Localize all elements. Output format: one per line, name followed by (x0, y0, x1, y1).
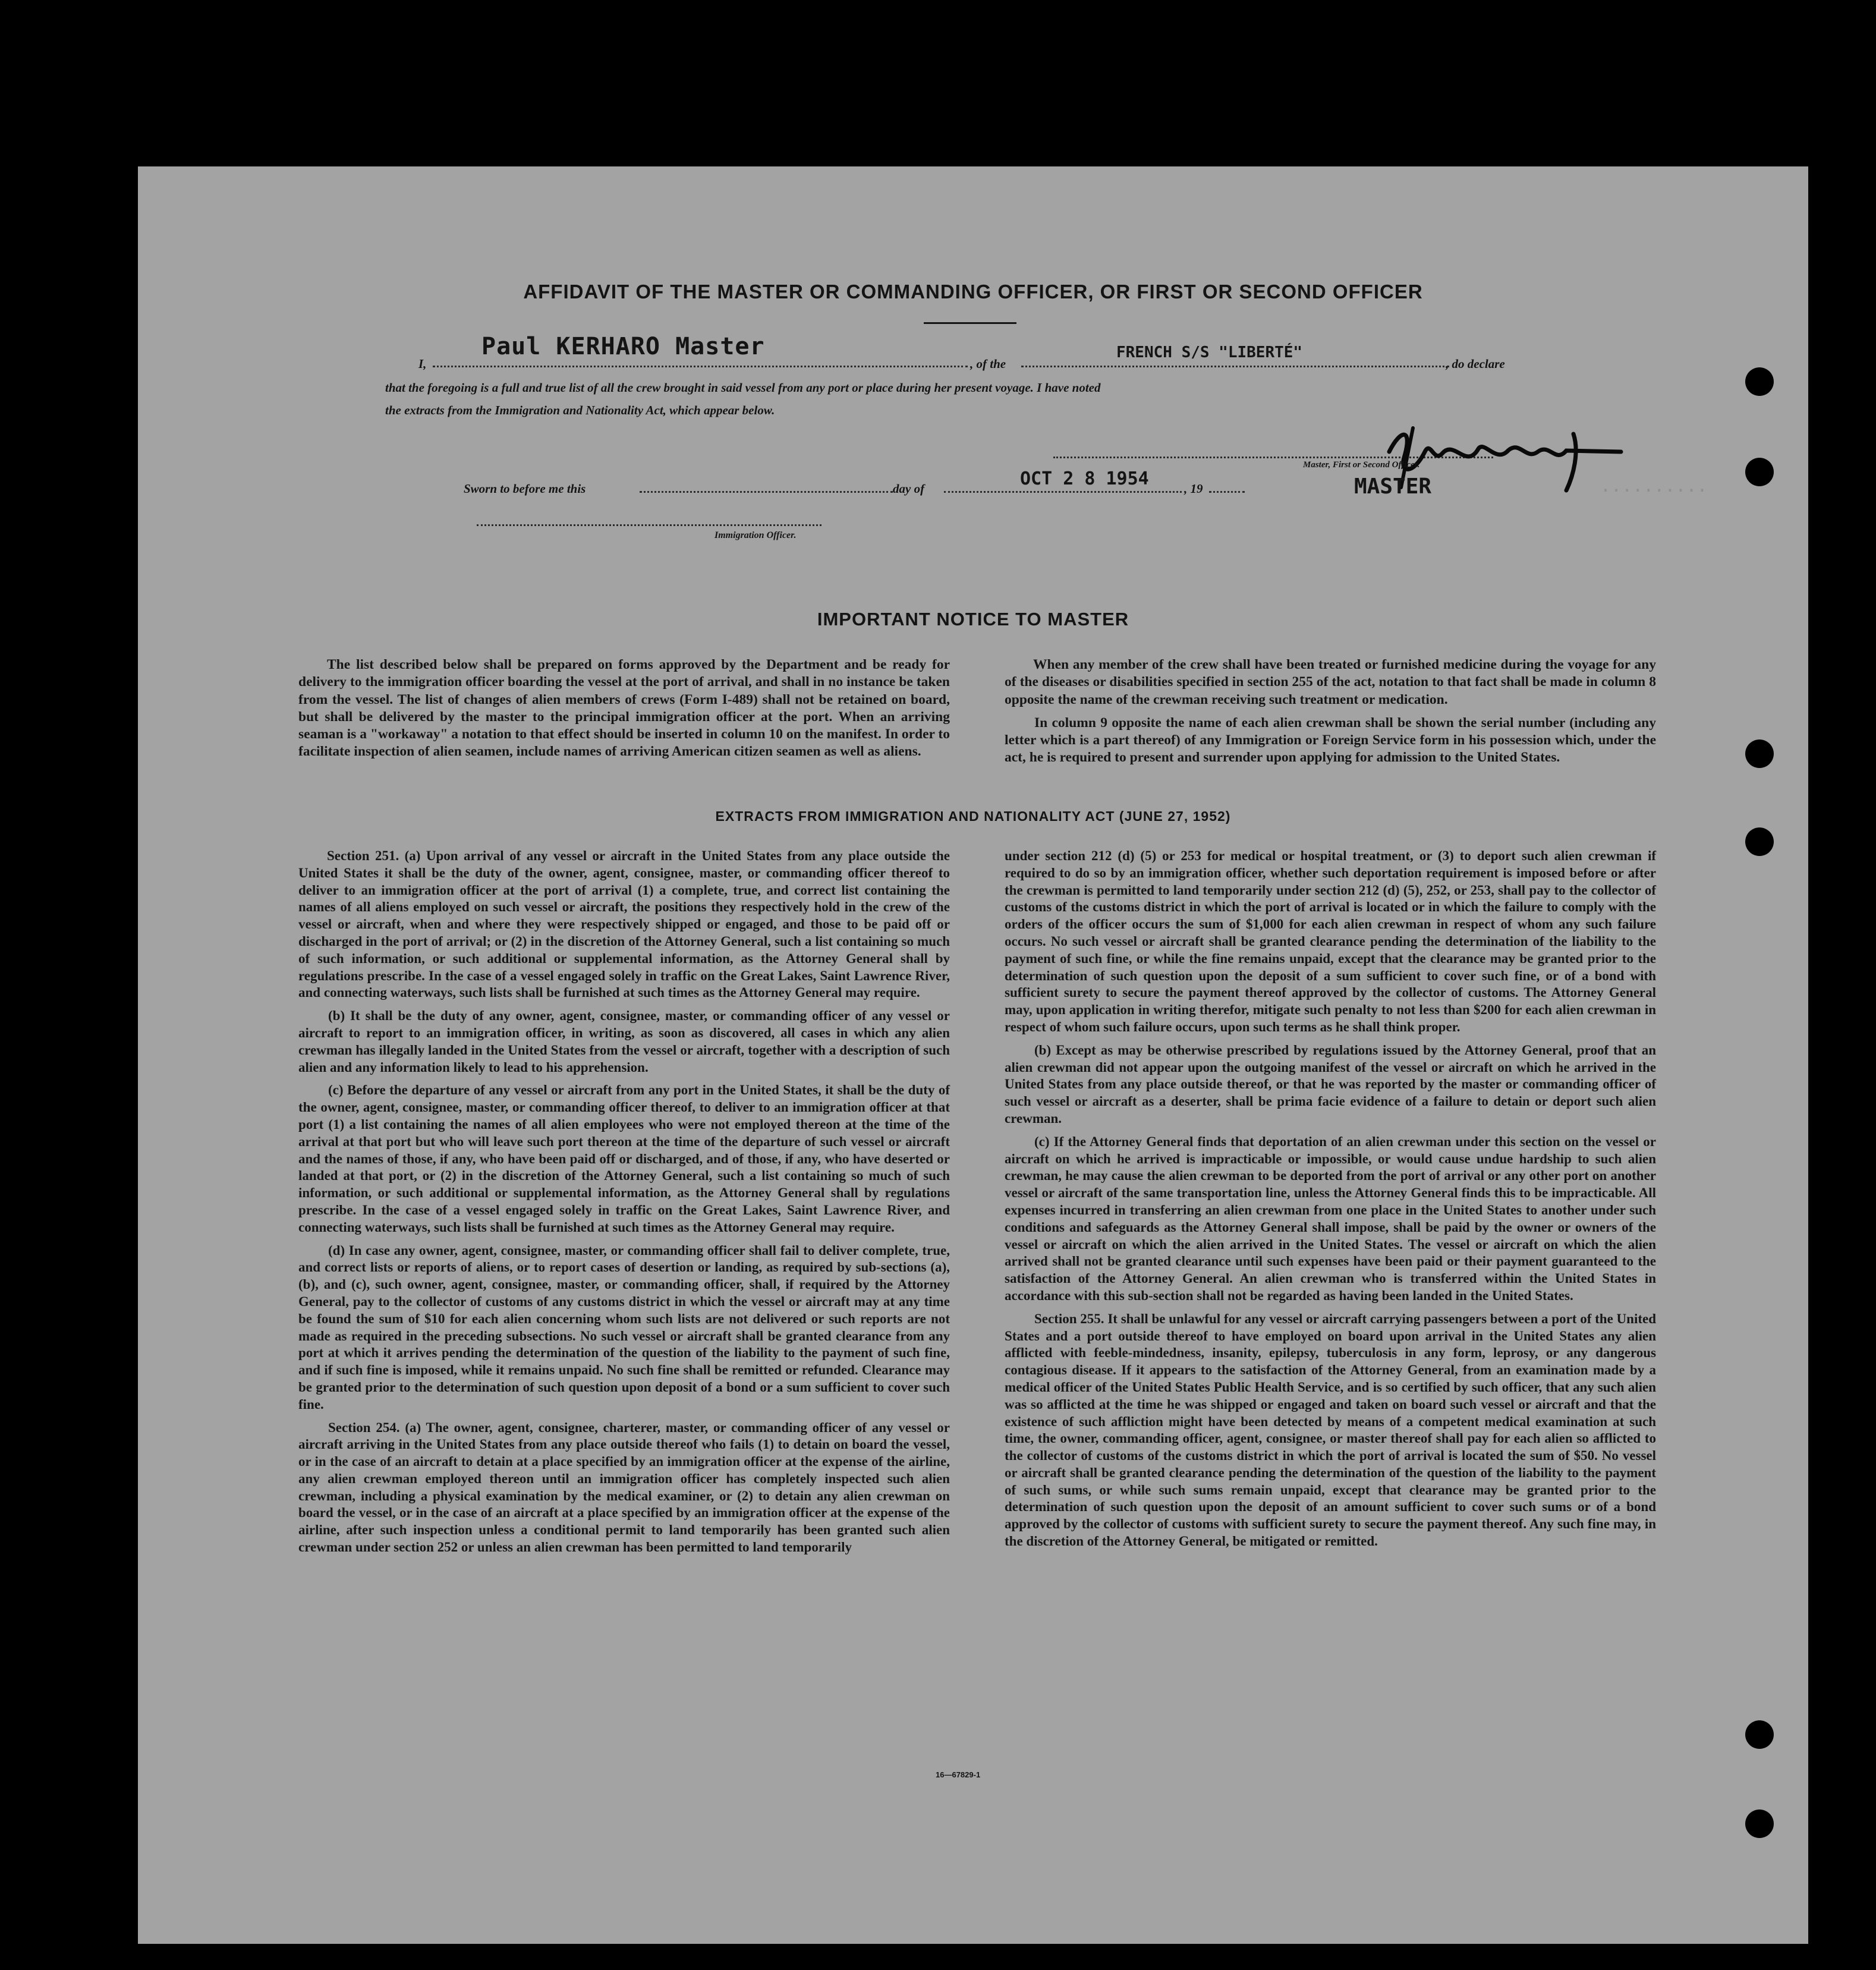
section-254-b: (b) Except as may be otherwise prescribed by regulations issued by the Attorney General, proof that an alien crewman did not appear upon the outgoing manifest of the vessel or aircraft on which he arrived in the United States from any place outside thereof, or that he was reported by the master or commanding officer of such vessel or aircraft as a deserter, shall be prima facie evidence of a failure to detain or deport such alien crewman. (1005, 1042, 1656, 1126)
bleed-through-text: .......... (1600, 476, 1708, 496)
sworn-month-line (944, 491, 1182, 493)
notice-right-column (1005, 656, 1656, 767)
section-251-c: (c) Before the departure of any vessel or aircraft from any port in the United States, it shall be the duty of the owner, agent, consignee, master, or commanding officer thereof, to deliver to an immigration officer at that port (1) a list containing the names of all alien employees who were not employed thereon at the time of the arrival at that port but who will leave such port thereon at the time of the departure of such vessel or aircraft and the names of those, if any, who have been paid off or discharged, and of those, if any, who have deserted or landed at that port, or (2) in the discretion of the Attorney General, such a list containing so much of such information, or such additional or supplemental information, as the Attorney General shall by regulations prescribe. In the case of a vessel engaged solely in traffic on the Great Lakes, Saint Lawrence River, and connecting waterways, such lists shall be furnished at such times as the Attorney General may require. (298, 1082, 950, 1235)
sworn-year-line (1209, 491, 1245, 493)
section-251-a: Section 251. (a) Upon arrival of any vessel or aircraft in the United States from any place outside the United States it shall be the duty of the owner, agent, consignee, master, or commanding officer thereof to deliver to an immigration officer at the port of arrival (1) a complete, true, and correct list containing the names of all aliens employed on such vessel or aircraft, the positions they respectively hold in the crew of the vessel or aircraft, when and where they were respectively shipped or engaged, and those to be paid off or discharged in the port of arrival; or (2) in the discretion of the Attorney General, such a list containing so much of such information, or such additional or supplemental information, as the Attorney General shall by regulations prescribe. In the case of a vessel engaged solely in traffic on the Great Lakes, Saint Lawrence River, and connecting waterways, such lists shall be furnished at such times as the Attorney General may require. (298, 848, 950, 1000)
of-the-label: , of the (970, 357, 1006, 371)
title-rule (924, 322, 1016, 324)
officer-caption: Immigration Officer. (714, 530, 797, 540)
section-254-a-cont: under section 212 (d) (5) or 253 for medical or hospital treatment, or (3) to deport such alien crewman if required to do so by an immigration officer, whether such deportation requirement is imposed before or after the crewman is permitted to land temporarily under section 212 (d) (5), 252, or 253, shall pay to the collector of customs of the customs district in which the port of arrival is located or in which the failure to comply with the orders of the officer occurs the sum of $1,000 for each alien crewman in respect of whom any such failure occurs. No such vessel or aircraft shall be granted clearance pending the determination of the liability to the payment of such fine, or while the fine remains unpaid, except that the clearance may be granted prior to the determination of such question upon the deposit of a sum sufficient to cover such fine, or of a bond with sufficient surety to secure the payment thereof approved by the collector of customs. The Attorney General may, upon application in writing therefor, mitigate such penalty to not less than $200 for each alien crewman in respect of whom such failure occurs, upon such terms as he shall think proper. (1005, 848, 1656, 1034)
declarant-name: Paul KERHARO Master (481, 333, 765, 360)
punch-hole (1745, 458, 1774, 486)
officer-line (477, 524, 821, 526)
i-label: I, (418, 357, 427, 371)
sworn-label: Sworn to before me this (464, 482, 586, 496)
notice-left-paragraph: The list described below shall be prepared on forms approved by the Department and be ready for delivery to the immigration officer boarding the vessel at the port of arrival, and shall in no instance be taken from the vessel. The list of changes of alien members of crews (Form I-489) shall not be retained on board, but shall be delivered by the master to the principal immigration officer at the port. When an arriving seaman is a "workaway" a notation to that effect should be inserted in column 10 on the manifest. In order to facilitate inspection of alien seamen, include names of arriving American citizen seamen as well as aliens. (298, 657, 950, 760)
section-255: Section 255. It shall be unlawful for any vessel or aircraft carrying passengers between a port of the United States and a port outside thereof to have employed on board upon arrival in the United States any alien afflicted with feeble-mindedness, insanity, epilepsy, tuberculosis in any form, leprosy, or any dangerous contagious disease. If it appears to the satisfaction of the Attorney General, from an examination made by a medical officer of the United States Public Health Service, and is so certified by such officer, that any such alien was so afflicted at the time he was shipped or engaged and taken on board such vessel or aircraft and that the existence of such affliction might have been detected by means of a competent medical examination at such time, the owner, commanding officer, agent, consignee, or master thereof shall pay for each alien so afflicted to the collector of customs of the customs district in which the port of arrival is located the sum of $50. No vessel or aircraft shall be granted clearance pending the determination of the question of the liability to the payment of such sums, or while such sums remain unpaid, except that clearance may be granted prior to the determination of such question upon the deposit of an amount sufficient to cover such sums or of a bond approved by the collector of customs with sufficient surety to secure the payment thereof. Any such fine may, in the discretion of the Attorney General, be mitigated or remitted. (1005, 1311, 1656, 1549)
notice-right-paragraph-2: In column 9 opposite the name of each alien crewman shall be shown the serial number (including any letter which is a part thereof) of any Immigration or Foreign Service form in his possession which, under the act, he is required to present and surrender upon applying for admission to the United States. (1005, 715, 1656, 766)
punch-hole (1745, 739, 1774, 768)
punch-hole (1745, 827, 1774, 856)
section-254-a: Section 254. (a) The owner, agent, consignee, charterer, master, or commanding officer of any vessel or aircraft arriving in the United States from any place outside thereof who fails (1) to detain on board the vessel, or in the case of an aircraft to detain at a place specified by an immigration officer at the expense of the airline, any alien crewman employed thereon until an immigration officer has completely inspected such alien crewman, including a physical examination by the medical examiner, or (2) to detain any alien crewman on board the vessel, or in the case of an aircraft at a place specified by an immigration officer at the expense of the airline, after such inspection unless a conditional permit to land temporarily has been granted such alien crewman under section 252 or unless an alien crewman has been permitted to land temporarily (298, 1420, 950, 1555)
notice-right-paragraph-1: When any member of the crew shall have been treated or furnished medicine during the voyage for any of the diseases or disabilities specified in section 255 of the act, notation to that fact shall be made in column 8 opposite the name of the crewman receiving such treatment or medication. (1005, 657, 1656, 707)
form-number: 16—67829-1 (936, 1770, 981, 1779)
notice-left-column (298, 656, 950, 767)
affidavit-title: AFFIDAVIT OF THE MASTER OR COMMANDING OFFICER, OR FIRST OR SECOND OFFICER (523, 281, 1423, 303)
punch-hole (1745, 1720, 1774, 1749)
notice-title: IMPORTANT NOTICE TO MASTER (817, 609, 1129, 630)
signature-title: MASTER (1354, 474, 1432, 499)
punch-hole (1745, 1809, 1774, 1838)
section-251-b: (b) It shall be the duty of any owner, agent, consignee, master, or commanding officer of any vessel or aircraft to report to an immigration officer, in writing, as soon as discovered, all cases in which any alien crewman has illegally landed in the United States from the vessel or aircraft, together with a description of such alien and any information likely to lead to his apprehension. (298, 1008, 950, 1075)
signature-caption: Master, First or Second Officer. (1303, 460, 1420, 470)
extracts-left-column (298, 848, 950, 1562)
declaration-line-2: the extracts from the Immigration and Nationality Act, which appear below. (385, 403, 775, 417)
extracts-right-column (1005, 848, 1656, 1556)
year-label: , 19 (1184, 482, 1203, 496)
section-254-c: (c) If the Attorney General finds that deportation of an alien crewman under this section on the vessel or aircraft on which he arrived is impracticable or impossible, or would cause undue hardship to such alien crewman, he may cause the alien crewman to be deported from the port of arrival or any other port on another vessel or aircraft of the same transportation line, unless the Attorney General finds this to be impracticable. All expenses incurred in transferring an alien crewman from one place in the United States to another under such conditions and safeguards as the Attorney General shall impose, shall be paid by the owner or owners of the vessel or aircraft on which the alien arrived in the United States. The vessel or aircraft on which the alien arrived shall not be granted clearance until such expenses have been paid or their payment guaranteed to the satisfaction of the Attorney General. An alien crewman who is transferred within the United States in accordance with this sub-section shall not be regarded as having been landed in the United States. (1005, 1134, 1656, 1303)
date-stamp: OCT 2 8 1954 (1020, 468, 1149, 489)
document-page (138, 166, 1808, 1944)
do-declare-label: , do declare (1446, 357, 1505, 371)
declarant-line (433, 366, 968, 367)
sworn-day-line (640, 491, 893, 493)
extracts-title: EXTRACTS FROM IMMIGRATION AND NATIONALITY ACT (JUNE 27, 1952) (715, 808, 1231, 824)
vessel-name: FRENCH S/S "LIBERTÉ" (1116, 344, 1303, 361)
vessel-line (1021, 366, 1449, 367)
day-of-label: day of (893, 482, 925, 496)
punch-hole (1745, 367, 1774, 396)
section-251-d: (d) In case any owner, agent, consignee, master, or commanding officer shall fail to deliver complete, true, and correct lists or reports of aliens, or to report cases of desertion or landing, as required by sub-sections (a), (b), and (c), such owner, agent, consignee, master, or commanding officer, shall, if required by the Attorney General, pay to the collector of customs of any customs district in which the vessel or aircraft may at any time be found the sum of $10 for each alien concerning whom such lists are not delivered or such reports are not made as required in the preceding subsections. No such vessel or aircraft shall be granted clearance from any port at which it arrives pending the determination of the question of the liability to the payment of such fine, and if such fine is imposed, while it remains unpaid. No such fine shall be remitted or refunded. Clearance may be granted prior to the determination of such question upon deposit of a bond or a sum sufficient to cover such fine. (298, 1242, 950, 1412)
declaration-line-1: that the foregoing is a full and true list of all the crew brought in said vessel from any port or place during her present voyage. I have noted (385, 380, 1101, 395)
